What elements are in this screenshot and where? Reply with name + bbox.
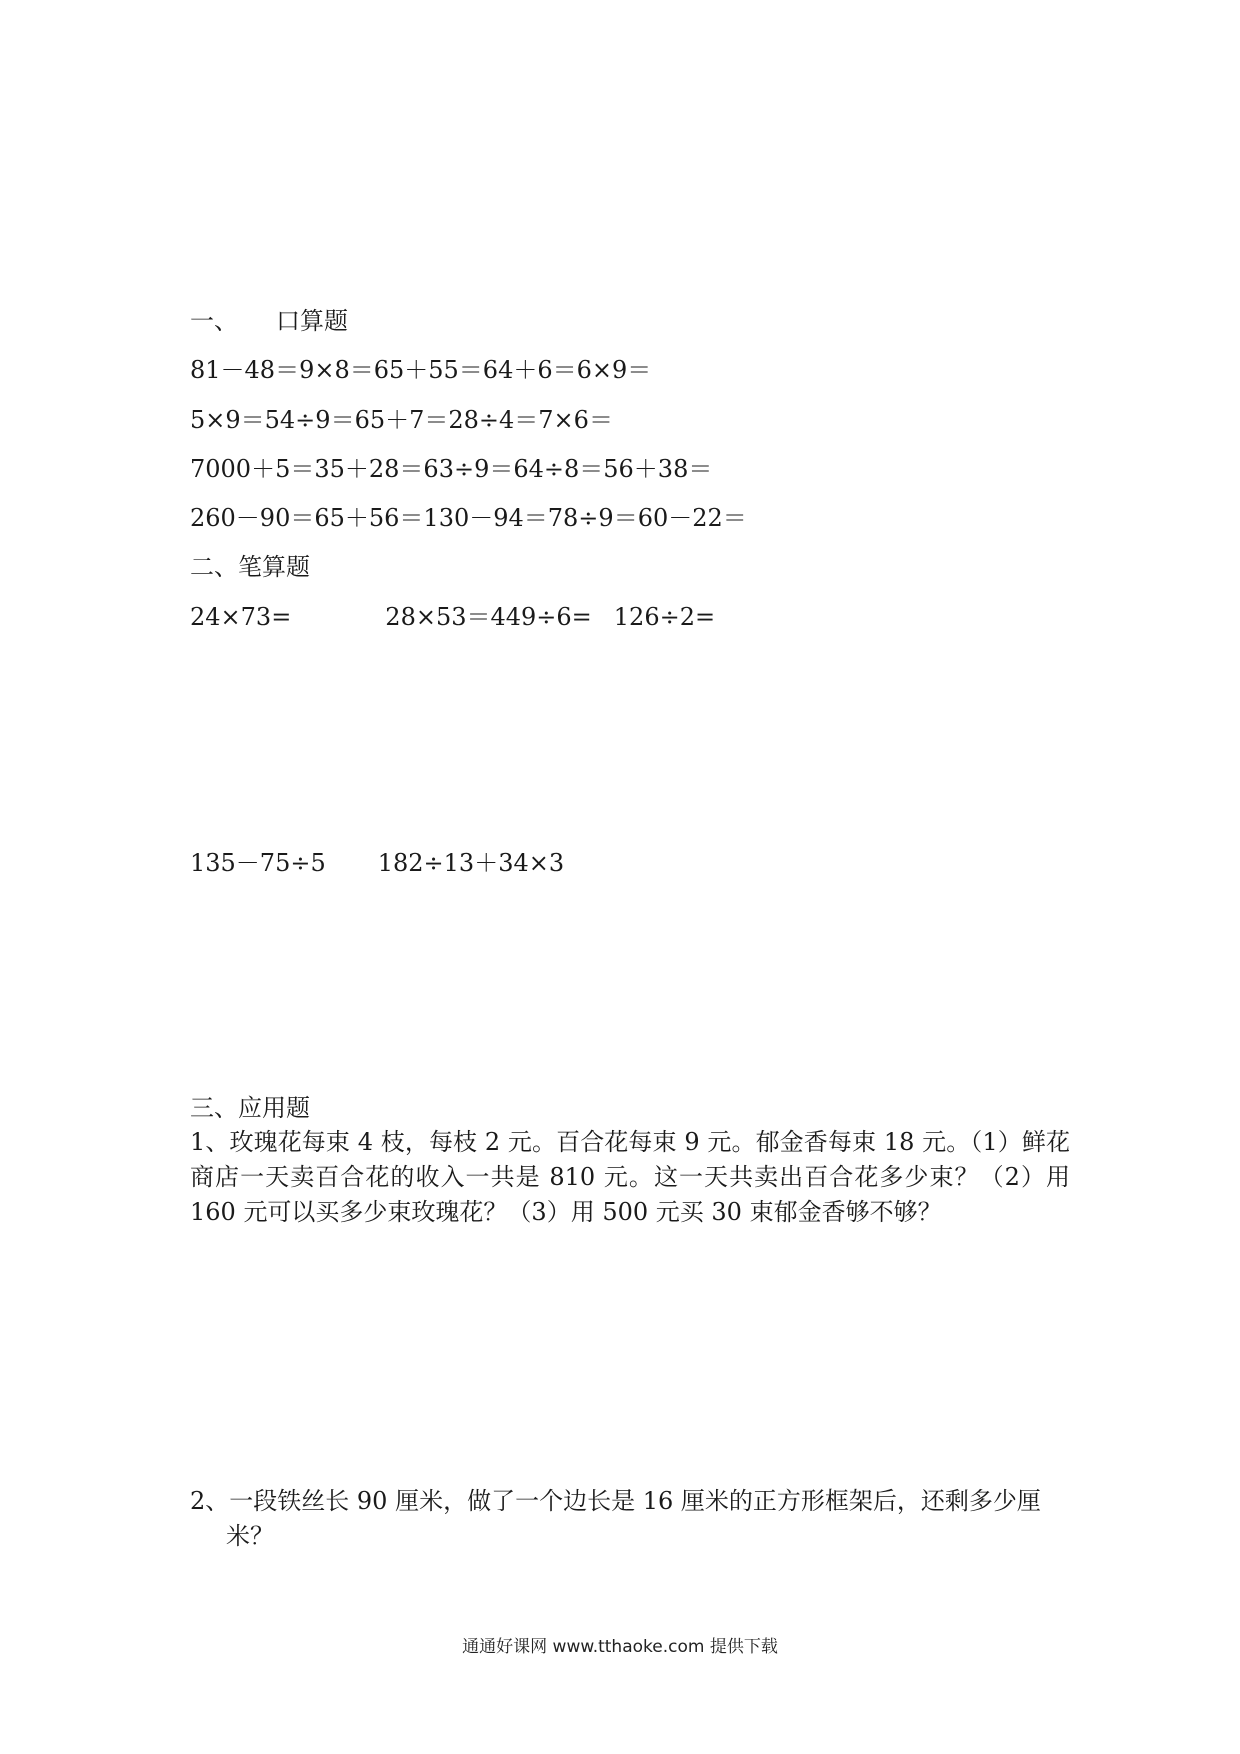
mental-math-row-2: 5×9＝54÷9＝65＋7＝28÷4＝7×6＝: [190, 406, 613, 434]
written-calc-item: 182÷13＋34×3: [377, 849, 565, 877]
word-problem-2: 2、一段铁丝长 90 厘米，做了一个边长是 16 厘米的正方形框架后，还剩多少厘米？: [190, 1487, 1041, 1550]
section3-heading: 三、应用题: [190, 1094, 310, 1122]
section1-title: 口算题: [276, 307, 348, 335]
section2-heading: 二、笔算题: [190, 553, 310, 581]
written-calc-item: 126÷2=: [613, 603, 716, 631]
written-calc-item: 24×73=: [190, 603, 292, 631]
written-calc-row-2: [190, 847, 564, 879]
mental-math-row-1: 81－48＝9×8＝65＋55＝64＋6＝6×9＝: [190, 356, 652, 384]
section1-heading: [190, 305, 348, 337]
mental-math-row-3: 7000＋5＝35＋28＝63÷9＝64÷8＝56＋38＝: [190, 455, 713, 483]
page-footer: 通通好课网 www.tthaoke.com 提供下载: [462, 1637, 778, 1657]
word-problem-1: 1、玫瑰花每束 4 枝，每枝 2 元。百合花每束 9 元。郁金香每束 18 元。（1）鲜花商店一天卖百合花的收入一共是 810 元。这一天共卖出百合花多少束？（2）用 160 元可以买多少束玫瑰花？（3）用 500 元买 30 束郁金香够不够？: [190, 1128, 1070, 1226]
written-calc-item: 135－75÷5: [190, 849, 326, 877]
mental-math-row-4: 260－90＝65＋56＝130－94＝78÷9＝60－22＝: [190, 504, 747, 532]
written-calc-item: 28×53＝449÷6=: [385, 603, 592, 631]
written-calc-row-1: [190, 601, 715, 633]
section1-number: 一、: [190, 307, 238, 335]
